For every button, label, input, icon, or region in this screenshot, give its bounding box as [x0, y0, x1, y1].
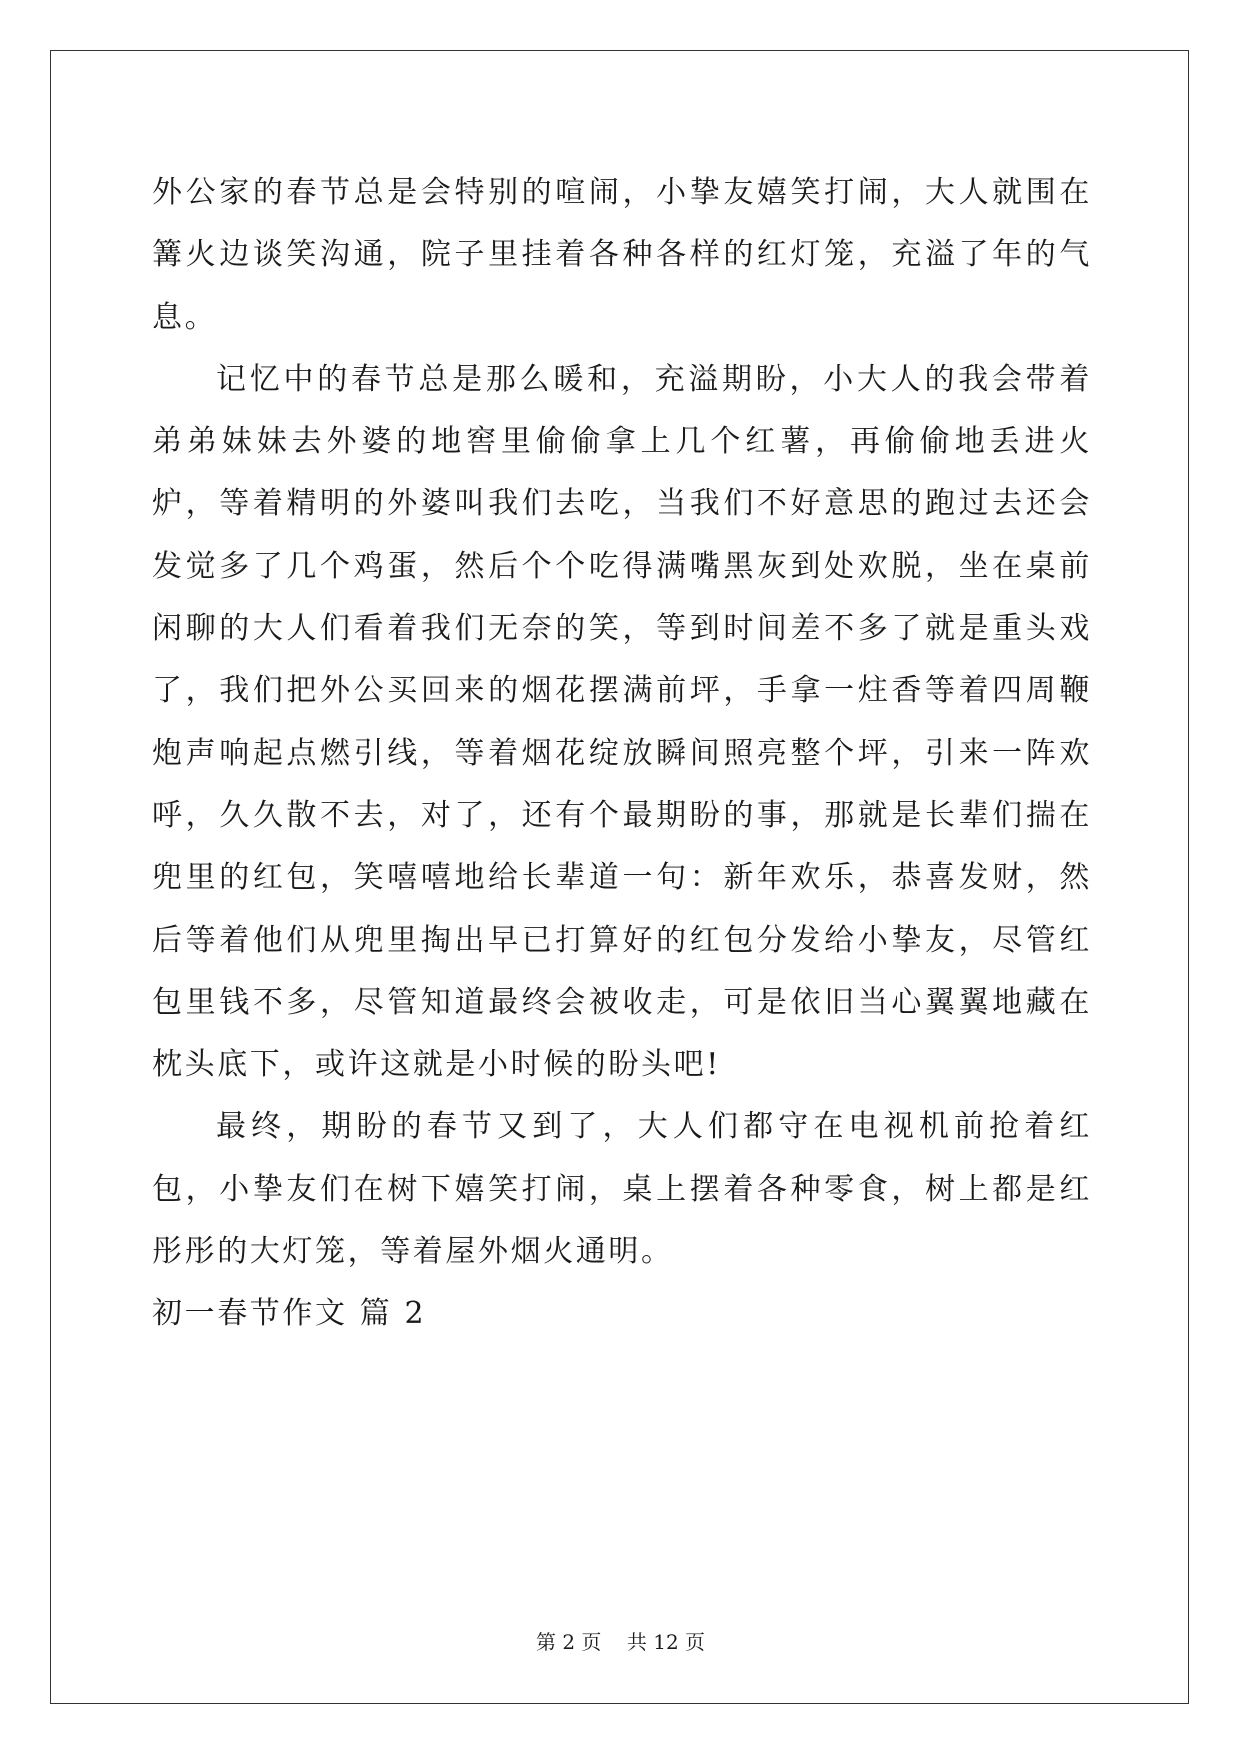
document-body: [152, 162, 1092, 1346]
section-heading: 初一春节作文 篇 2: [152, 1296, 427, 1332]
paragraph-1: 外公家的春节总是会特别的喧闹，小挚友嬉笑打闹，大人就围在篝火边谈笑沟通，院子里挂着各种各样的红灯笼，充溢了年的气息。: [152, 175, 1092, 335]
page-number: 第 2 页: [535, 1630, 602, 1654]
paragraph-3: 最终，期盼的春节又到了，大人们都守在电视机前抢着红包，小挚友们在树下嬉笑打闹，桌上摆着各种零食，树上都是红彤彤的大灯笼，等着屋外烟火通明。: [152, 1109, 1092, 1270]
paragraph-2: 记忆中的春节总是那么暖和，充溢期盼，小大人的我会带着弟弟妹妹去外婆的地窖里偷偷拿上几个红薯，再偷偷地丢进火炉，等着精明的外婆叫我们去吃，当我们不好意思的跑过去还会发觉多了几个鸡蛋，然后个个吃得满嘴黑灰到处欢脱，坐在桌前闲聊的大人们看着我们无奈的笑，等到时间差不多了就是重头戏了，我们把外公买回来的烟花摆满前坪，手拿一炷香等着四周鞭炮声响起点燃引线，等着烟花绽放瞬间照亮整个坪，引来一阵欢呼，久久散不去，对了，还有个最期盼的事，那就是长辈们揣在兜里的红包，笑嘻嘻地给长辈道一句：新年欢乐，恭喜发财，然后等着他们从兜里掏出早已打算好的红包分发给小挚友，尽管红包里钱不多，尽管知道最终会被收走，可是依旧当心翼翼地藏在枕头底下，或许这就是小时候的盼头吧!: [152, 361, 1092, 1083]
page-footer: [0, 1626, 1241, 1655]
page-total: 共 12 页: [626, 1630, 706, 1654]
